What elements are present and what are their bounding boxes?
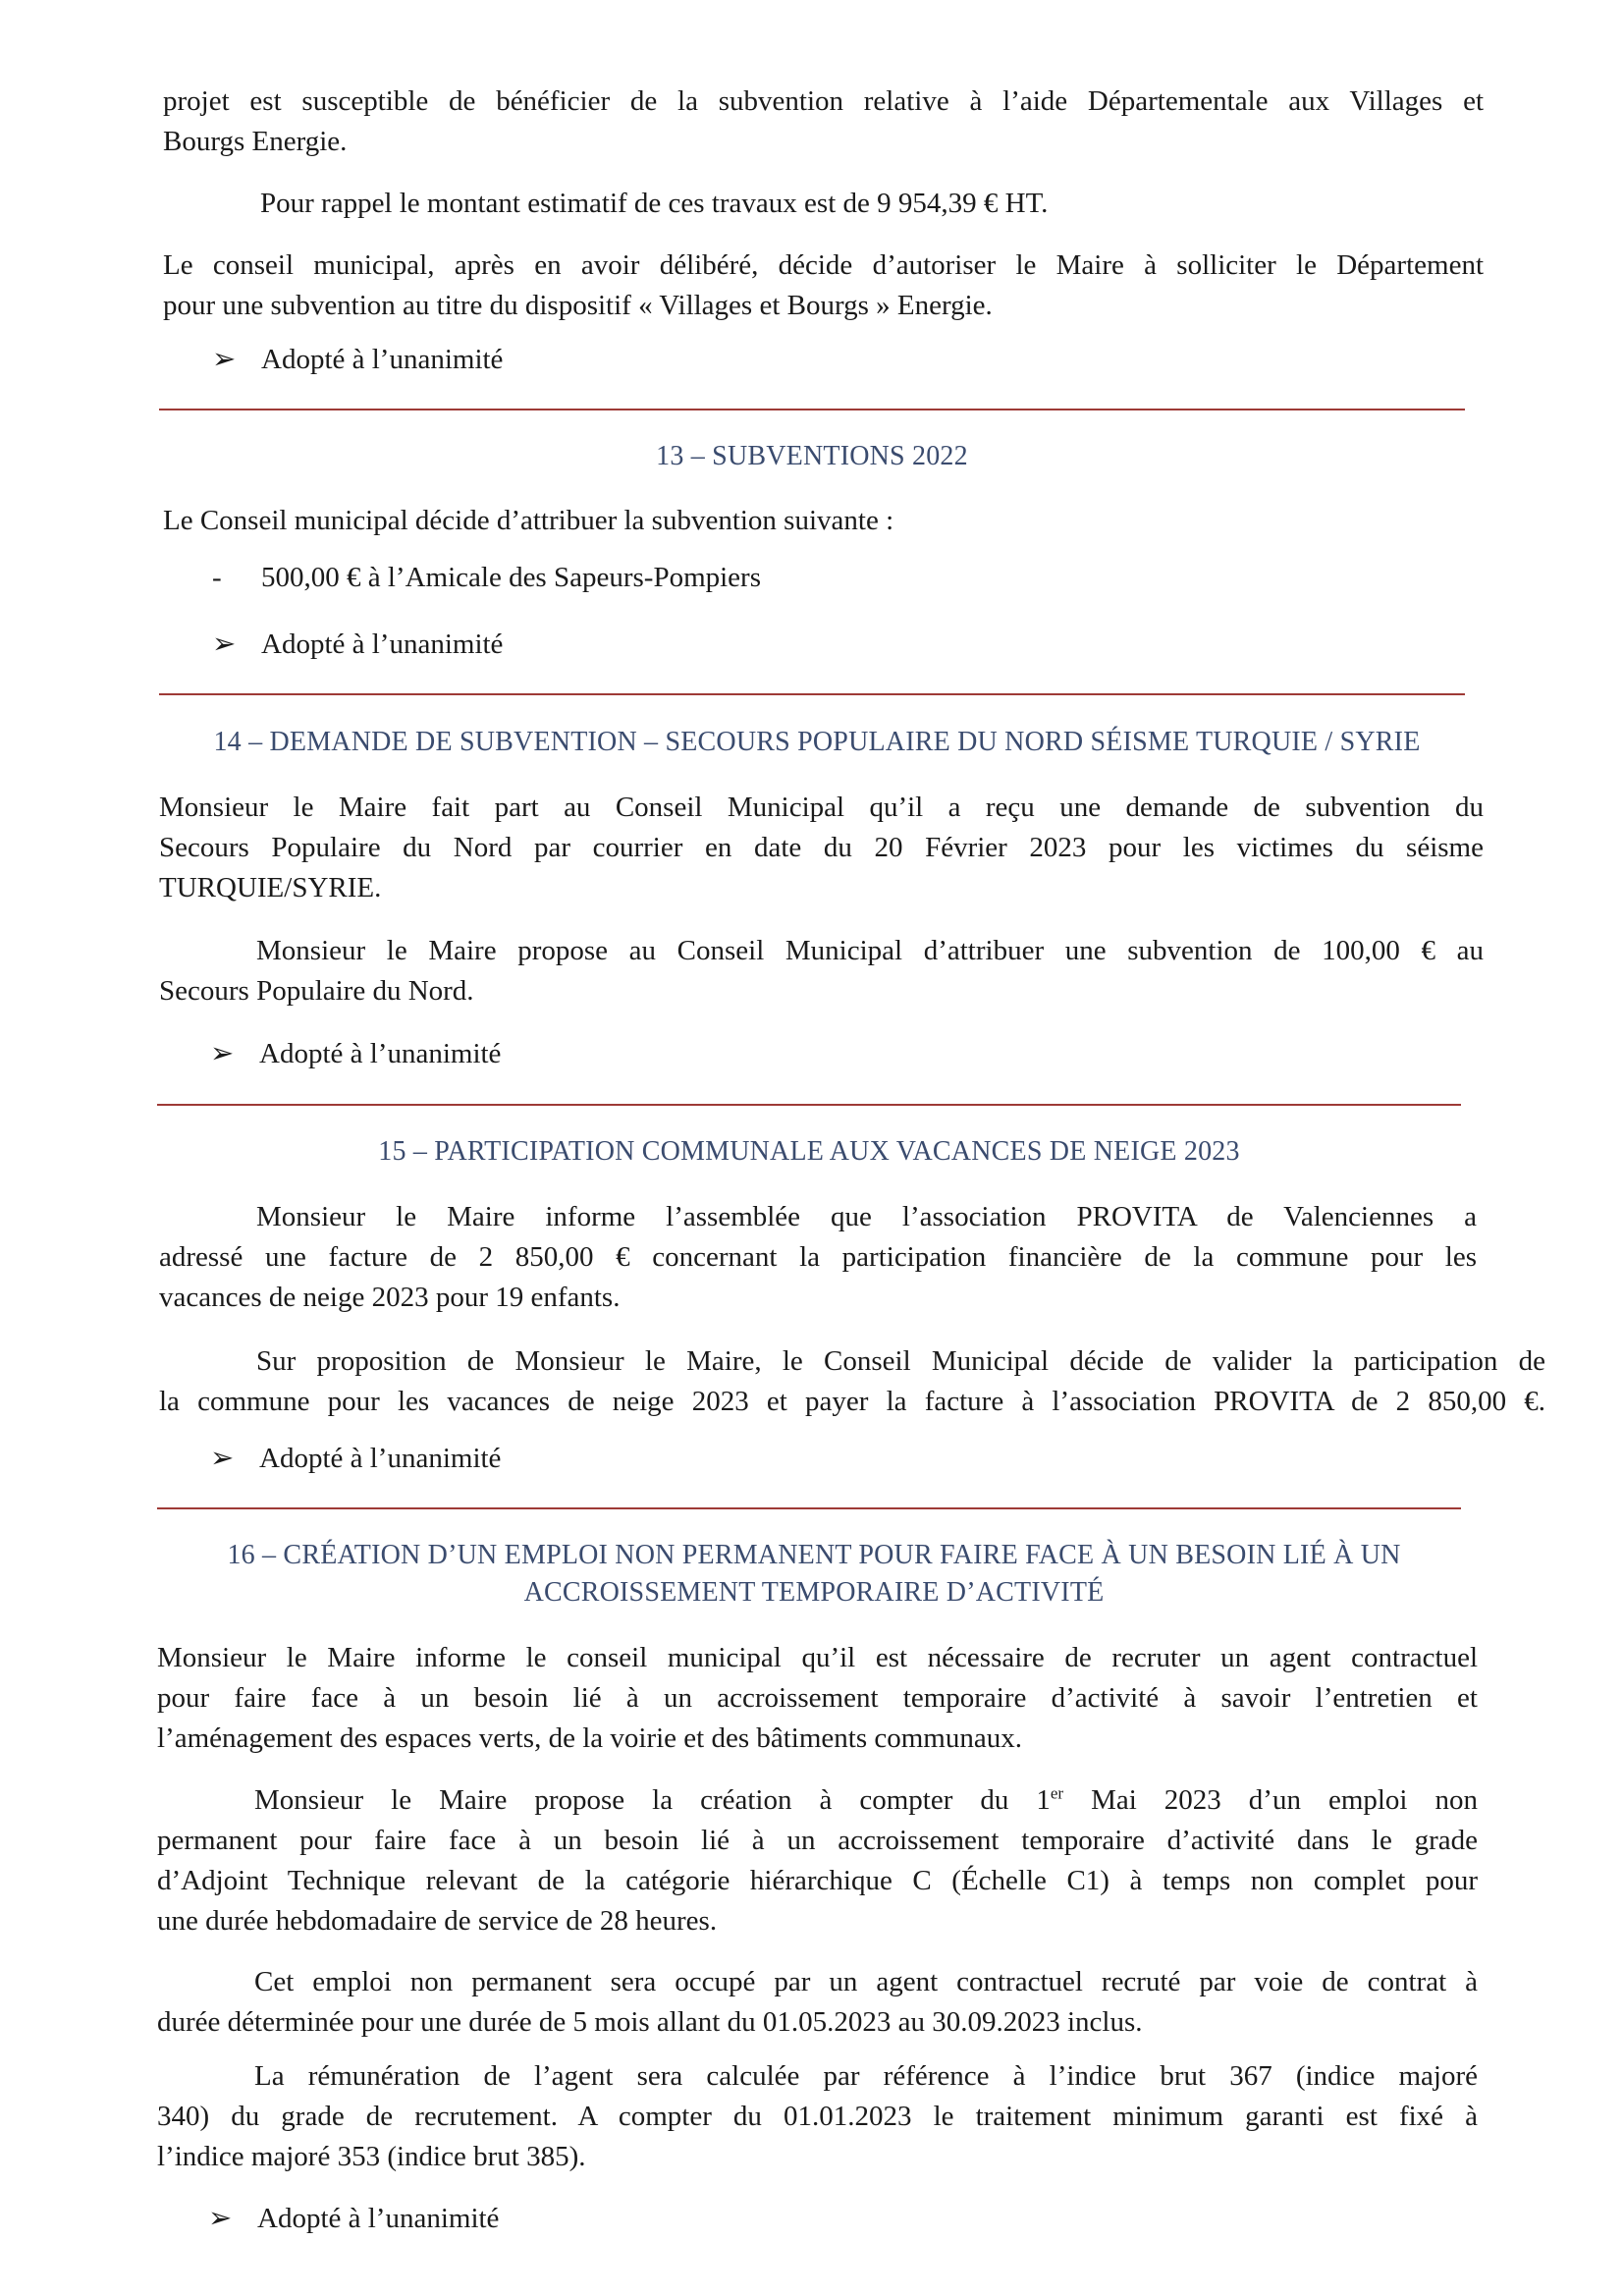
- text-line: Sur proposition de Monsieur le Maire, le Conseil Municipal décide de valider la participation de: [256, 1345, 1545, 1377]
- text-line: [157, 1780, 1478, 1821]
- adopted-label: Adopté à l’unanimité: [257, 2203, 500, 2234]
- title-line: 16 – CRÉATION D’UN EMPLOI NON PERMANENT POUR FAIRE FACE À UN BESOIN LIÉ À UN: [227, 1540, 1401, 1570]
- section-divider: [159, 693, 1465, 695]
- section-14-paragraph-1: [159, 788, 1484, 908]
- intro-paragraph: [163, 82, 1484, 162]
- text-line: projet est susceptible de bénéficier de la subvention relative à l’aide Départementale aux Villages et: [163, 85, 1484, 117]
- text-line: Monsieur le Maire fait part au Conseil Municipal qu’il a reçu une demande de subvention du: [159, 792, 1484, 823]
- arrow-bullet-icon: ➢: [212, 344, 237, 375]
- section-14-paragraph-2: [159, 931, 1484, 1011]
- text-line: TURQUIE/SYRIE.: [159, 872, 382, 903]
- subvention-list-item: [212, 558, 761, 598]
- section-16-title: [157, 1537, 1471, 1612]
- adopted-label: Adopté à l’unanimité: [259, 1443, 502, 1474]
- text-line: Le conseil municipal, après en avoir délibéré, décide d’autoriser le Maire à solliciter le Département: [163, 249, 1484, 281]
- section-divider: [157, 1104, 1461, 1106]
- section-13-title: 13 – SUBVENTIONS 2022: [656, 441, 968, 471]
- adopted-item: [210, 1034, 501, 1074]
- adopted-item: [212, 625, 503, 665]
- text-line: adressé une facture de 2 850,00 € concernant la participation financière de la commune pour les: [159, 1241, 1477, 1273]
- decision-paragraph: [163, 246, 1484, 326]
- text-line: La rémunération de l’agent sera calculée par référence à l’indice brut 367 (indice majoré: [254, 2060, 1478, 2092]
- adopted-label: Adopté à l’unanimité: [259, 1038, 502, 1069]
- text-line: vacances de neige 2023 pour 19 enfants.: [159, 1282, 621, 1313]
- text-line: Secours Populaire du Nord.: [159, 975, 474, 1007]
- section-divider: [157, 1507, 1461, 1509]
- adopted-item: [208, 2199, 499, 2239]
- section-15-paragraph-1: [159, 1197, 1477, 1318]
- section-divider: [159, 409, 1465, 410]
- text-line: Monsieur le Maire propose au Conseil Municipal d’attribuer une subvention de 100,00 € au: [256, 935, 1484, 966]
- adopted-label: Adopté à l’unanimité: [261, 629, 504, 660]
- text-line: durée déterminée pour une durée de 5 mois allant du 01.05.2023 au 30.09.2023 inclus.: [157, 2006, 1143, 2038]
- adopted-label: Adopté à l’unanimité: [261, 344, 504, 375]
- text-line: Secours Populaire du Nord par courrier en date du 20 Février 2023 pour les victimes du séisme: [159, 832, 1484, 863]
- text-line: d’Adjoint Technique relevant de la catégorie hiérarchique C (Échelle C1) à temps non complet pour: [157, 1865, 1478, 1896]
- section-16-paragraph-2: [157, 1780, 1478, 1941]
- text-line: une durée hebdomadaire de service de 28 heures.: [157, 1905, 718, 1937]
- text-fragment: Mai 2023 d’un emploi non: [1091, 1784, 1478, 1816]
- text-line: l’aménagement des espaces verts, de la voirie et des bâtiments communaux.: [157, 1722, 1022, 1754]
- section-15-title: 15 – PARTICIPATION COMMUNALE AUX VACANCES DE NEIGE 2023: [378, 1136, 1240, 1167]
- subvention-item-label: 500,00 € à l’Amicale des Sapeurs-Pompiers: [261, 562, 762, 593]
- text-line: l’indice majoré 353 (indice brut 385).: [157, 2141, 586, 2172]
- rappel-paragraph: Pour rappel le montant estimatif de ces travaux est de 9 954,39 € HT.: [260, 188, 1049, 219]
- text-line: pour faire face à un besoin lié à un accroissement temporaire d’activité à savoir l’entretien et: [157, 1682, 1478, 1714]
- section-15-paragraph-2: [159, 1341, 1545, 1422]
- text-line: 340) du grade de recrutement. A compter du 01.01.2023 le traitement minimum garanti est fixé à: [157, 2101, 1478, 2132]
- text-line: permanent pour faire face à un besoin lié à un accroissement temporaire d’activité dans le grade: [157, 1825, 1478, 1856]
- text-fragment: Monsieur le Maire propose la création à compter du 1: [254, 1784, 1051, 1816]
- section-16-paragraph-4: [157, 2056, 1478, 2177]
- dash-bullet: -: [212, 562, 222, 593]
- adopted-item: [212, 340, 503, 380]
- text-line: pour une subvention au titre du dispositif « Villages et Bourgs » Energie.: [163, 290, 993, 321]
- text-line: Monsieur le Maire informe le conseil municipal qu’il est nécessaire de recruter un agent contractuel: [157, 1642, 1478, 1673]
- section-16-paragraph-3: [157, 1962, 1478, 2043]
- arrow-bullet-icon: ➢: [210, 1038, 235, 1069]
- ordinal-superscript: er: [1050, 1783, 1064, 1803]
- section-14-title: 14 – DEMANDE DE SUBVENTION – SECOURS POPULAIRE DU NORD SÉISME TURQUIE / SYRIE: [213, 727, 1421, 757]
- section-13-text: Le Conseil municipal décide d’attribuer la subvention suivante :: [163, 505, 894, 536]
- text-line: la commune pour les vacances de neige 2023 et payer la facture à l’association PROVITA de 2 850,00 €.: [159, 1386, 1545, 1417]
- arrow-bullet-icon: ➢: [208, 2203, 233, 2234]
- text-line: Monsieur le Maire informe l’assemblée que l’association PROVITA de Valenciennes a: [256, 1201, 1477, 1232]
- text-line: Cet emploi non permanent sera occupé par un agent contractuel recruté par voie de contrat à: [254, 1966, 1478, 1997]
- title-line: ACCROISSEMENT TEMPORAIRE D’ACTIVITÉ: [523, 1577, 1105, 1608]
- section-16-paragraph-1: [157, 1638, 1478, 1759]
- arrow-bullet-icon: ➢: [210, 1443, 235, 1474]
- text-line: Bourgs Energie.: [163, 126, 348, 157]
- arrow-bullet-icon: ➢: [212, 629, 237, 660]
- adopted-item: [210, 1439, 501, 1479]
